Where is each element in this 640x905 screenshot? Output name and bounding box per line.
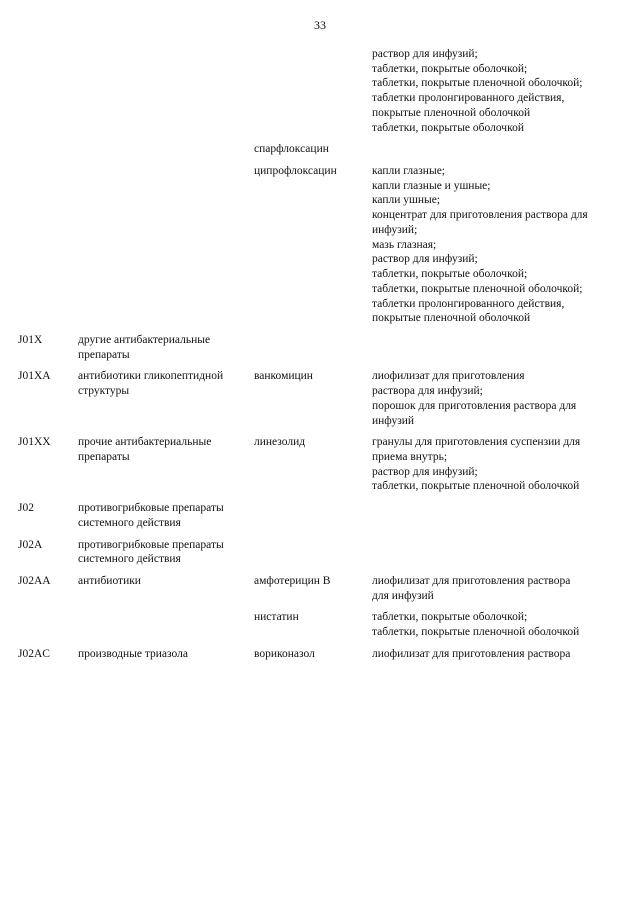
dosage-form-line: гранулы для приготовления суспензии для [372,436,581,449]
atc-code: J01XX [18,436,51,449]
dosage-form-line: раствор для инфузий; [372,48,478,60]
table-row [14,607,626,643]
dosage-forms [368,161,626,330]
dosage-form-line: таблетки, покрытые пленочной оболочкой; [372,282,583,295]
dosage-form-line: раствор для инфузий; [372,253,478,266]
dosage-forms [368,139,626,161]
drug-name [250,535,368,571]
dosage-form-line: таблетки, покрытые оболочкой; [372,611,528,624]
dosage-form-line: порошок для приготовления раствора для [372,399,577,412]
dosage-form-line: лиофилизат для приготовления [372,370,525,383]
table-row [14,432,626,498]
atc-code [14,161,74,330]
dosage-form-line: таблетки, покрытые пленочной оболочкой [372,480,580,493]
dosage-form-line: раствора для инфузий; [372,385,483,398]
dosage-form-line: лиофилизат для приготовления раствора [372,647,571,660]
drug-name: вориконазол [254,647,315,660]
atc-code: J01X [18,333,43,346]
table-row [14,139,626,161]
drug-name: линезолид [254,436,306,449]
dosage-form-line: таблетки, покрытые пленочной оболочкой; [372,77,583,90]
table-row [14,161,626,330]
drug-table [14,44,626,666]
atc-code [14,139,74,161]
group-name [74,139,250,161]
group-name: производные триазола [78,647,188,660]
atc-code [14,44,74,139]
group-name: противогрибковые препараты системного действия [78,502,224,529]
atc-code: J02 [18,502,34,515]
table-row [14,44,626,139]
dosage-form-line: покрытые пленочной оболочкой [372,312,531,325]
drug-name [250,330,368,366]
dosage-form-line: таблетки, покрытые оболочкой; [372,62,528,75]
drug-name: ванкомицин [254,370,313,383]
table-row [14,644,626,666]
dosage-form-line: инфузий; [372,223,418,236]
dosage-form-line: приема внутрь; [372,450,448,463]
dosage-form-line: для инфузий [372,589,434,602]
dosage-form-line: капли глазные и ушные; [372,179,491,192]
dosage-form-line: лиофилизат для приготовления раствора [372,575,571,587]
dosage-form-line: капли ушные; [372,194,441,207]
dosage-form-line: таблетки, покрытые оболочкой; [372,268,528,281]
dosage-forms [368,498,626,534]
dosage-forms [368,644,626,666]
page-number: 33 [314,18,326,32]
group-name: другие антибактериальные препараты [78,333,211,361]
dosage-forms [368,366,626,432]
drug-name [250,498,368,534]
dosage-form-line: таблетки, покрытые пленочной оболочкой [372,626,580,639]
dosage-form-line: таблетки пролонгированного действия, [372,92,565,105]
atc-code [14,607,74,643]
drug-name: ципрофлоксацин [254,165,337,178]
group-name: прочие антибактериальные препараты [78,436,212,463]
group-name [74,607,250,643]
drug-name: нистатин [254,611,299,624]
dosage-form-line: покрытые пленочной оболочкой [372,106,531,119]
drug-name: спарфлоксацин [254,143,329,156]
atc-code: J02AC [18,647,50,660]
dosage-form-line: раствор для инфузий; [372,465,478,478]
dosage-forms [368,607,626,643]
drug-name [250,44,368,139]
table-row [14,535,626,571]
dosage-forms [368,44,626,139]
dosage-form-line: капли глазные; [372,165,445,178]
dosage-forms [368,330,626,366]
dosage-form-line: инфузий [372,414,415,427]
group-name [74,44,250,139]
table-row [14,366,626,432]
table-row [14,498,626,534]
atc-code: J01XA [18,370,51,383]
dosage-forms [368,535,626,571]
group-name: противогрибковые препараты системного действия [78,538,224,566]
drug-name: амфотерицин В [254,575,331,587]
dosage-form-line: таблетки, покрытые оболочкой [372,121,524,134]
atc-code: J02A [18,538,43,551]
dosage-forms [368,571,626,607]
table-row [14,330,626,366]
table-row [14,571,626,607]
dosage-form-line: концентрат для приготовления раствора для [372,209,588,222]
drug-table-body [14,44,626,666]
atc-code: J02AA [18,575,51,587]
group-name [74,161,250,330]
dosage-form-line: таблетки пролонгированного действия, [372,297,565,310]
dosage-form-line: мазь глазная; [372,238,437,251]
group-name: антибиотики гликопептидной структуры [78,370,224,398]
group-name: антибиотики [78,575,141,587]
dosage-forms [368,432,626,498]
